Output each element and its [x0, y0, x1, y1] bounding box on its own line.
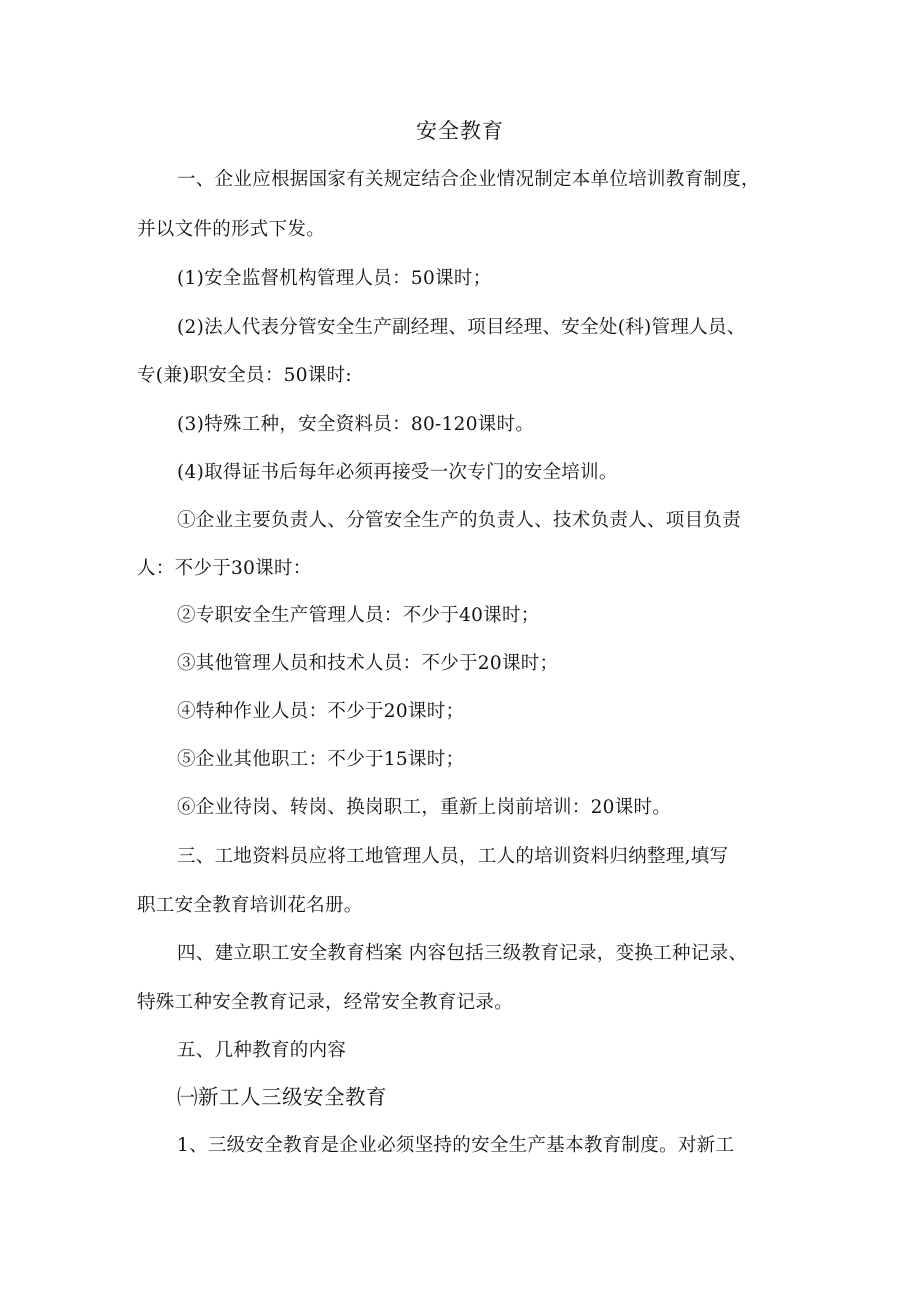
paragraph-line: 四、建立职工安全教育档案 内容包括三级教育记录，变换工种记录、: [177, 943, 748, 964]
document-title: 安全教育: [416, 119, 504, 143]
list-item: (3)特殊工种，安全资料员：80-120课时。: [177, 414, 535, 435]
paragraph-line: 专(兼)职安全员：50课时:: [137, 365, 352, 386]
list-item: ②专职安全生产管理人员：不少于40课时；: [177, 605, 540, 626]
list-item: (1)安全监督机构管理人员：50课时；: [177, 268, 492, 289]
paragraph-line: 并以文件的形式下发。: [137, 219, 326, 240]
section-heading: 五、几种教育的内容: [177, 1040, 347, 1061]
list-item: ①企业主要负责人、分管安全生产的负责人、技术负责人、项目负责: [177, 510, 742, 531]
list-item: ⑤企业其他职工：不少于15课时；: [177, 749, 465, 770]
paragraph-line: 特殊工种安全教育记录，经常安全教育记录。: [137, 992, 514, 1013]
list-item: ⑥企业待岗、转岗、换岗职工，重新上岗前培训：20课时。: [177, 797, 672, 818]
paragraph-line: 三、工地资料员应将工地管理人员，工人的培训资料归纳整理,填写: [177, 846, 729, 867]
subsection-heading: ㈠新工人三级安全教育: [177, 1085, 387, 1109]
list-item: ③其他管理人员和技术人员：不少于20课时；: [177, 653, 559, 674]
list-item: (4)取得证书后每年必须再接受一次专门的安全培训。: [177, 462, 618, 483]
list-item: ④特种作业人员：不少于20课时；: [177, 701, 465, 722]
paragraph-line: 人：不少于30课时：: [137, 558, 312, 579]
paragraph-line: 1、三级安全教育是企业必须坚持的安全生产基本教育制度。对新工: [177, 1135, 735, 1156]
list-item: (2)法人代表分管安全生产副经理、项目经理、安全处(科)管理人员、: [177, 317, 746, 338]
paragraph-line: 职工安全教育培训花名册。: [137, 895, 363, 916]
paragraph-line: 一、企业应根据国家有关规定结合企业情况制定本单位培训教育制度，: [177, 169, 760, 190]
